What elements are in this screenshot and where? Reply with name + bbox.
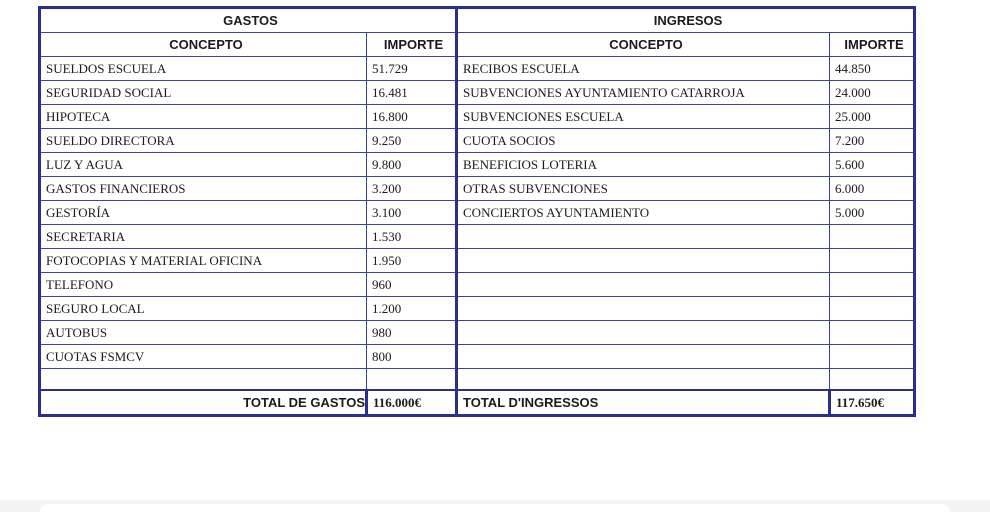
ingresos-concept-cell: RECIBOS ESCUELA	[457, 57, 830, 81]
ingresos-amount-cell	[830, 369, 915, 391]
gastos-amount-cell: 3.100	[367, 201, 457, 225]
gastos-amount-cell: 3.200	[367, 177, 457, 201]
gastos-concept-cell: TELEFONO	[40, 273, 367, 297]
ingresos-amount-cell	[830, 345, 915, 369]
ingresos-amount-cell: 7.200	[830, 129, 915, 153]
ingresos-amount-cell: 24.000	[830, 81, 915, 105]
table-row	[40, 57, 915, 81]
table-row	[40, 129, 915, 153]
gastos-concept-cell: FOTOCOPIAS Y MATERIAL OFICINA	[40, 249, 367, 273]
ingresos-concept-cell	[457, 225, 830, 249]
gastos-amount-header: IMPORTE	[367, 33, 457, 57]
ingresos-concept-cell	[457, 297, 830, 321]
gastos-amount-cell: 9.250	[367, 129, 457, 153]
ingresos-concept-cell	[457, 321, 830, 345]
ingresos-amount-cell: 5.600	[830, 153, 915, 177]
table-row	[40, 153, 915, 177]
table-row	[40, 249, 915, 273]
gastos-concept-cell: GESTORÍA	[40, 201, 367, 225]
card-edge	[40, 504, 950, 512]
bottom-strip	[0, 500, 990, 512]
gastos-amount-cell: 51.729	[367, 57, 457, 81]
ingresos-concept-cell: SUBVENCIONES AYUNTAMIENTO CATARROJA	[457, 81, 830, 105]
ingresos-concept-cell: CONCIERTOS AYUNTAMIENTO	[457, 201, 830, 225]
gastos-amount-cell	[367, 369, 457, 391]
total-gastos-value: 116.000€	[367, 390, 457, 416]
total-ingresos-label: TOTAL D'INGRESSOS	[457, 390, 830, 416]
gastos-amount-cell: 16.481	[367, 81, 457, 105]
gastos-concept-cell: SEGURIDAD SOCIAL	[40, 81, 367, 105]
table-row	[40, 81, 915, 105]
table-row	[40, 345, 915, 369]
gastos-amount-cell: 800	[367, 345, 457, 369]
ingresos-amount-cell	[830, 297, 915, 321]
gastos-amount-cell: 1.530	[367, 225, 457, 249]
ingresos-amount-cell: 5.000	[830, 201, 915, 225]
total-gastos-label: TOTAL DE GASTOS	[40, 390, 367, 416]
table-row	[40, 321, 915, 345]
gastos-concept-cell: SUELDO DIRECTORA	[40, 129, 367, 153]
totals-row	[40, 390, 915, 416]
ingresos-amount-cell	[830, 225, 915, 249]
ingresos-concept-cell	[457, 249, 830, 273]
ingresos-amount-cell	[830, 321, 915, 345]
gastos-amount-cell: 1.200	[367, 297, 457, 321]
table-row	[40, 177, 915, 201]
ingresos-concept-cell: BENEFICIOS LOTERIA	[457, 153, 830, 177]
ingresos-amount-cell: 44.850	[830, 57, 915, 81]
gastos-concept-cell: SUELDOS ESCUELA	[40, 57, 367, 81]
ingresos-amount-cell: 6.000	[830, 177, 915, 201]
gastos-amount-cell: 980	[367, 321, 457, 345]
ingresos-amount-cell: 25.000	[830, 105, 915, 129]
gastos-concept-header: CONCEPTO	[40, 33, 367, 57]
budget-rows	[40, 57, 915, 391]
table-row	[40, 297, 915, 321]
gastos-concept-cell: CUOTAS FSMCV	[40, 345, 367, 369]
gastos-concept-cell: GASTOS FINANCIEROS	[40, 177, 367, 201]
gastos-concept-cell: LUZ Y AGUA	[40, 153, 367, 177]
gastos-concept-cell	[40, 369, 367, 391]
gastos-amount-cell: 9.800	[367, 153, 457, 177]
ingresos-concept-cell: OTRAS SUBVENCIONES	[457, 177, 830, 201]
table-row	[40, 273, 915, 297]
ingresos-concept-cell	[457, 369, 830, 391]
table-row	[40, 201, 915, 225]
ingresos-amount-cell	[830, 249, 915, 273]
ingresos-concept-header: CONCEPTO	[457, 33, 830, 57]
ingresos-concept-cell	[457, 273, 830, 297]
gastos-amount-cell: 16.800	[367, 105, 457, 129]
table-row	[40, 105, 915, 129]
total-ingresos-value: 117.650€	[830, 390, 915, 416]
ingresos-title: INGRESOS	[457, 8, 915, 33]
table-row	[40, 369, 915, 391]
gastos-amount-cell: 1.950	[367, 249, 457, 273]
gastos-concept-cell: SECRETARIA	[40, 225, 367, 249]
budget-table	[38, 6, 916, 417]
gastos-title: GASTOS	[40, 8, 457, 33]
ingresos-amount-cell	[830, 273, 915, 297]
gastos-concept-cell: HIPOTECA	[40, 105, 367, 129]
ingresos-concept-cell	[457, 345, 830, 369]
ingresos-concept-cell: SUBVENCIONES ESCUELA	[457, 105, 830, 129]
gastos-concept-cell: SEGURO LOCAL	[40, 297, 367, 321]
gastos-amount-cell: 960	[367, 273, 457, 297]
ingresos-concept-cell: CUOTA SOCIOS	[457, 129, 830, 153]
ingresos-amount-header: IMPORTE	[830, 33, 915, 57]
gastos-concept-cell: AUTOBUS	[40, 321, 367, 345]
table-row	[40, 225, 915, 249]
